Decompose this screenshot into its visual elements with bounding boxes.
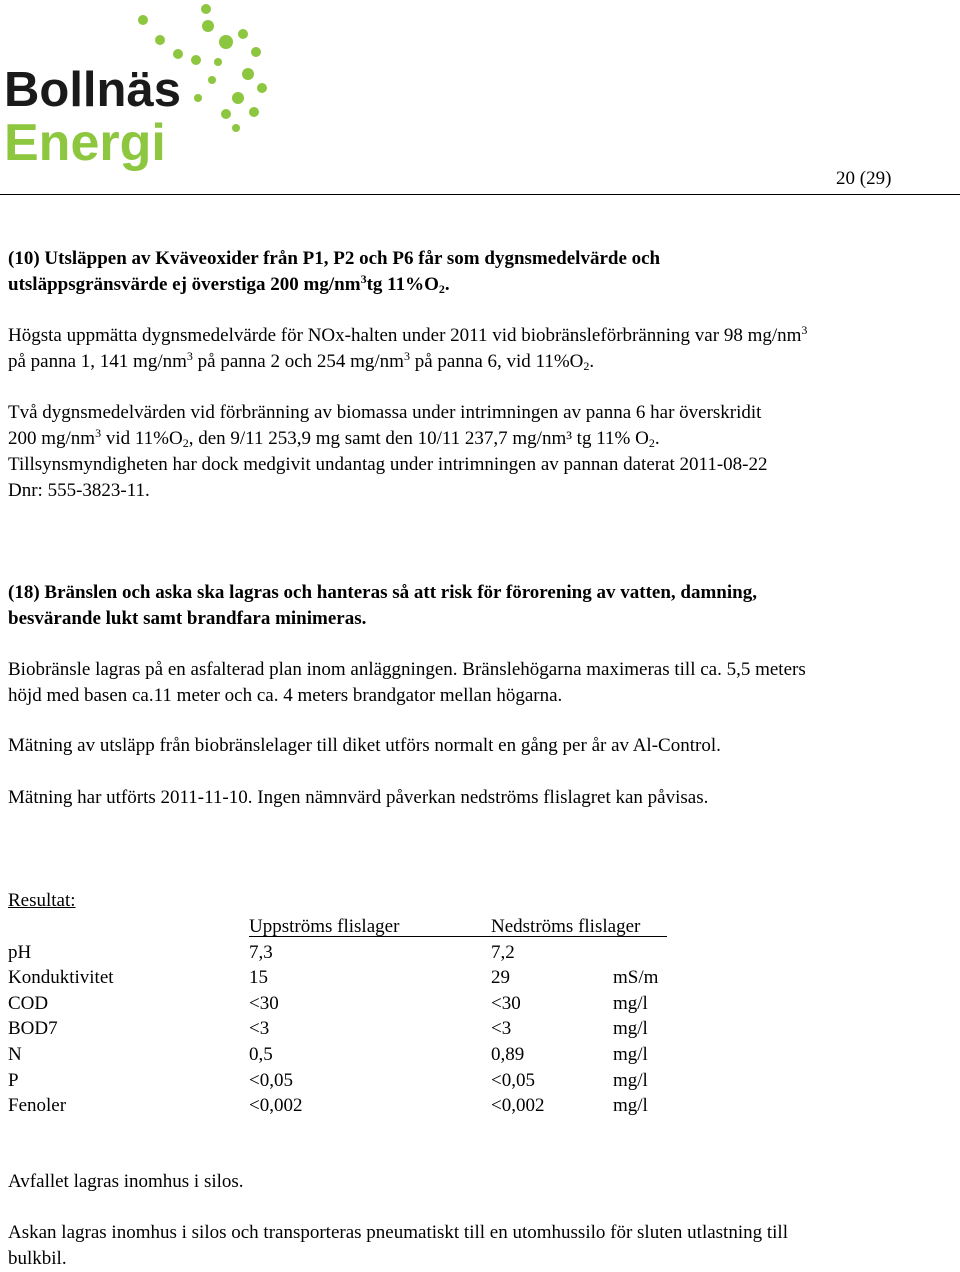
subscript: 2 (182, 436, 189, 450)
parameter-cell: Konduktivitet (8, 967, 114, 989)
parameter-cell: Fenoler (8, 1095, 67, 1117)
bollnas-energi-logo (0, 0, 280, 175)
column-header-downstream: Nedströms flislager (491, 916, 641, 937)
section10-paragraph-2 (8, 400, 953, 504)
downstream-cell: <0,002 (491, 1095, 545, 1117)
heading-text: tg 11%O (366, 274, 439, 295)
upstream-cell: <3 (249, 1018, 270, 1040)
upstream-cell: <0,002 (249, 1095, 303, 1117)
results-title: Resultat: (8, 890, 76, 911)
downstream-cell: 29 (491, 967, 510, 989)
parameter-cell: COD (8, 992, 49, 1014)
heading-text: . (444, 274, 450, 295)
parameter-cell: BOD7 (8, 1018, 58, 1040)
text: bulkbil. (8, 1248, 67, 1269)
downstream-cell: <30 (491, 992, 521, 1014)
text: Dnr: 555-3823-11. (8, 480, 150, 501)
section10-heading (8, 246, 953, 298)
subscript: 2 (648, 436, 655, 450)
heading-text: utsläppsgränsvärde ej överstiga 200 mg/nm (8, 274, 361, 295)
section18-paragraph-2: Mätning av utsläpp från biobränslelager till diket utförs normalt en gång per år av Al-Control. (8, 735, 721, 756)
unit-cell: mg/l (613, 1018, 648, 1040)
heading-line: besvärande lukt samt brandfara minimeras. (8, 608, 367, 629)
parameter-cell: N (8, 1043, 22, 1065)
text: , den 9/11 253,9 mg samt den 10/11 237,7 mg/nm³ tg 11% O (188, 428, 649, 449)
downstream-cell: <0,05 (491, 1069, 535, 1091)
upstream-cell: 7,3 (249, 941, 273, 963)
upstream-cell: 0,5 (249, 1043, 273, 1065)
unit-cell: mg/l (613, 1095, 648, 1117)
downstream-cell: <3 (491, 1018, 512, 1040)
column-header-upstream: Uppströms flislager (249, 916, 400, 937)
superscript: 3 (801, 323, 808, 337)
superscript: 3 (95, 426, 102, 440)
section18-paragraph-1 (8, 657, 953, 709)
parameter-cell: pH (8, 941, 32, 963)
section18-paragraph-3: Mätning har utförts 2011-11-10. Ingen nämnvärd påverkan nedströms flislagret kan påvisas. (8, 787, 709, 808)
unit-cell: mS/m (613, 967, 659, 989)
footer-paragraph-2 (8, 1220, 953, 1272)
text: Högsta uppmätta dygnsmedelvärde för NOx-halten under 2011 vid biobränsleförbränning var 98 mg/nm (8, 325, 802, 346)
logo-text-line1: Bollnäs (4, 63, 181, 117)
text: på panna 1, 141 mg/nm (8, 351, 187, 372)
text: Askan lagras inomhus i silos och transporteras pneumatiskt till en utomhussilo för sluten utlastning till (8, 1222, 788, 1243)
superscript: 3 (186, 349, 193, 363)
superscript: 3 (360, 272, 367, 286)
upstream-cell: 15 (249, 967, 268, 989)
text: . (654, 428, 660, 449)
text: Biobränsle lagras på en asfalterad plan inom anläggningen. Bränslehögarna maximeras till ca. 5,5 meters (8, 659, 806, 680)
section10-paragraph-1 (8, 323, 953, 375)
text: 200 mg/nm (8, 428, 96, 449)
heading-line: (10) Utsläppen av Kväveoxider från P1, P2 och P6 får som dygnsmedelvärde och (8, 248, 661, 269)
unit-cell: mg/l (613, 1043, 648, 1065)
upstream-cell: <0,05 (249, 1069, 293, 1091)
page-number: 20 (29) (836, 168, 892, 189)
footer-paragraph-1: Avfallet lagras inomhus i silos. (8, 1171, 244, 1192)
upstream-cell: <30 (249, 992, 279, 1014)
subscript: 2 (583, 359, 590, 373)
unit-cell: mg/l (613, 992, 648, 1014)
section18-heading (8, 580, 953, 632)
parameter-cell: P (8, 1069, 19, 1091)
header-divider (0, 194, 960, 195)
downstream-cell: 7,2 (491, 941, 515, 963)
text: vid 11%O (101, 428, 183, 449)
downstream-cell: 0,89 (491, 1043, 525, 1065)
unit-cell: mg/l (613, 1069, 648, 1091)
subscript: 2 (438, 282, 445, 296)
text: på panna 6, vid 11%O (409, 351, 584, 372)
logo-text-line2: Energi (4, 114, 166, 172)
text: . (589, 351, 595, 372)
text: Tillsynsmyndigheten har dock medgivit undantag under intrimningen av pannan daterat 2011-08-22 (8, 454, 768, 475)
text: Två dygnsmedelvärden vid förbränning av biomassa under intrimningen av panna 6 har överskridit (8, 402, 762, 423)
text: på panna 2 och 254 mg/nm (192, 351, 404, 372)
text: höjd med basen ca.11 meter och ca. 4 meters brandgator mellan högarna. (8, 685, 563, 706)
superscript: 3 (403, 349, 410, 363)
heading-line: (18) Bränslen och aska ska lagras och hanteras så att risk för förorening av vatten, damning, (8, 582, 757, 603)
